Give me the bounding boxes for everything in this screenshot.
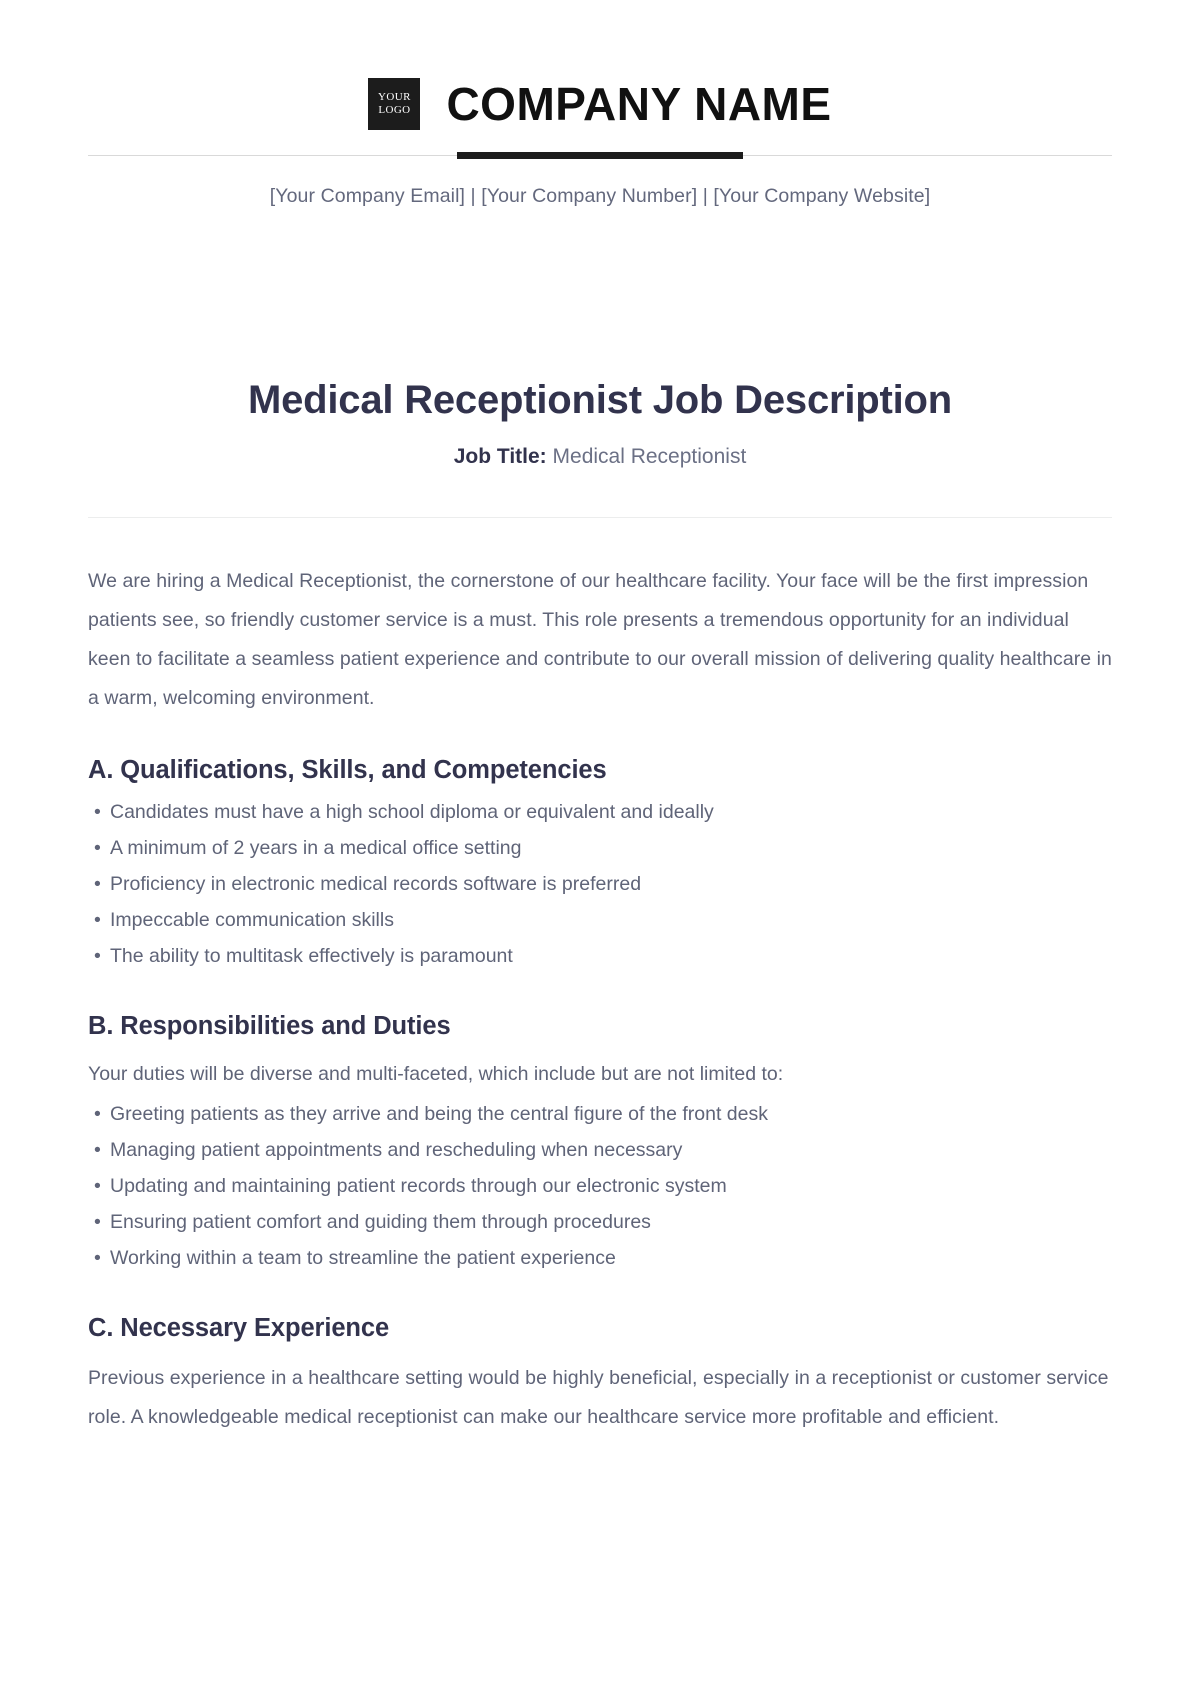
list-item: • Updating and maintaining patient records through our electronic system — [88, 1168, 1112, 1204]
title-divider — [88, 517, 1112, 518]
title-block — [88, 376, 1112, 469]
section-experience — [88, 1314, 1112, 1437]
logo-line-1: YOUR — [378, 90, 411, 103]
company-logo-placeholder — [368, 78, 420, 130]
job-title-value: Medical Receptionist — [552, 445, 747, 468]
experience-paragraph: Previous experience in a healthcare setting would be highly beneficial, especially in a receptionist or customer service role. A knowledgeable medical receptionist can make our healthcare service more profitable and efficient. — [88, 1366, 1109, 1428]
section-heading-c: C. Necessary Experience — [88, 1313, 390, 1342]
list-item: • Greeting patients as they arrive and being the central figure of the front desk — [88, 1096, 1112, 1132]
letterhead-divider — [88, 152, 1112, 159]
list-item: • The ability to multitask effectively is paramount — [88, 938, 1112, 974]
responsibilities-lead-in: Your duties will be diverse and multi-faceted, which include but are not limited to: — [88, 1063, 784, 1086]
list-item: • Candidates must have a high school diploma or equivalent and ideally — [88, 794, 1112, 830]
list-item: • Working within a team to streamline the patient experience — [88, 1240, 1112, 1276]
company-contact-line: [Your Company Email] | [Your Company Number] | [Your Company Website] — [269, 185, 931, 207]
job-title-label: Job Title: — [453, 445, 547, 468]
responsibilities-list — [88, 1096, 1112, 1276]
letterhead — [88, 0, 1112, 130]
list-item: • Proficiency in electronic medical records software is preferred — [88, 866, 1112, 902]
section-qualifications — [88, 756, 1112, 974]
company-name: COMPANY NAME — [446, 78, 832, 130]
logo-line-2: LOGO — [378, 104, 411, 116]
list-item: • Managing patient appointments and rescheduling when necessary — [88, 1132, 1112, 1168]
document-body — [88, 562, 1112, 1437]
list-item: • Ensuring patient comfort and guiding them through procedures — [88, 1204, 1112, 1240]
job-title-line — [88, 445, 1112, 469]
qualifications-list — [88, 794, 1112, 974]
list-item: • Impeccable communication skills — [88, 902, 1112, 938]
list-item: • A minimum of 2 years in a medical office setting — [88, 830, 1112, 866]
page-title: Medical Receptionist Job Description — [247, 378, 953, 422]
section-heading-b: B. Responsibilities and Duties — [88, 1012, 451, 1041]
intro-paragraph: We are hiring a Medical Receptionist, the cornerstone of our healthcare facility. Your face will be the first impression patients see, so friendly customer service is a must. This role presents a tremendous opportunity for an individual keen to facilitate a seamless patient experience and contribute to our overall mission of delivering quality healthcare in a warm, welcoming environment. — [88, 570, 1112, 709]
section-responsibilities — [88, 1012, 1112, 1276]
section-heading-a: A. Qualifications, Skills, and Competencies — [88, 756, 607, 784]
letterhead-divider-accent-bar — [457, 152, 743, 159]
